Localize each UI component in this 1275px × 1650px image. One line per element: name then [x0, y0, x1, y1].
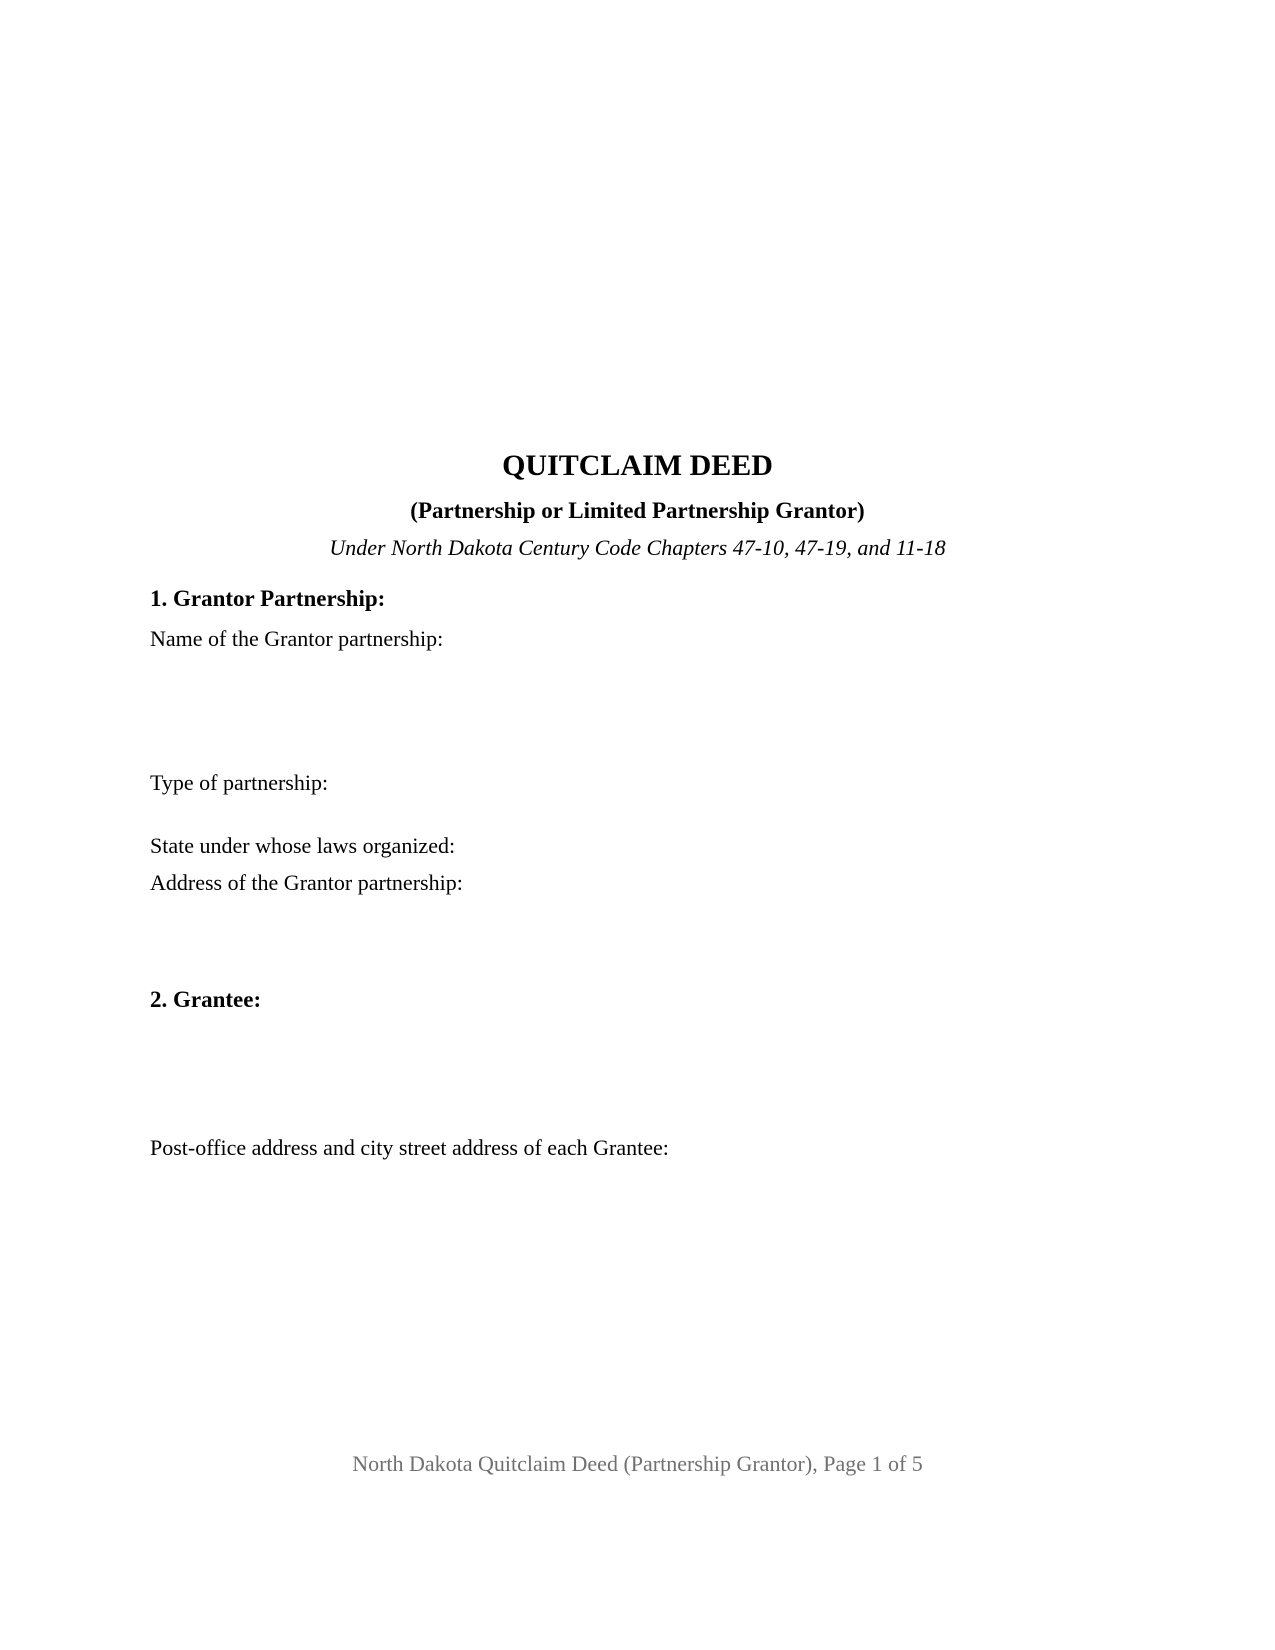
grantor-section-heading: 1. Grantor Partnership:: [150, 586, 386, 611]
document-subtitle: (Partnership or Limited Partnership Grantor): [410, 498, 865, 523]
statutory-authority: Under North Dakota Century Code Chapters 47-10, 47-19, and 11-18: [329, 535, 946, 560]
page-footer: North Dakota Quitclaim Deed (Partnership Grantor), Page 1 of 5: [352, 1451, 923, 1476]
grantee-section-heading: 2. Grantee:: [150, 987, 262, 1012]
partnership-type-label: Type of partnership:: [150, 770, 329, 795]
organizing-state-label: State under whose laws organized:: [150, 833, 456, 858]
document-title: QUITCLAIM DEED: [502, 449, 773, 482]
grantor-address-label: Address of the Grantor partnership:: [150, 870, 463, 895]
grantee-address-label: Post-office address and city street address of each Grantee:: [150, 1135, 669, 1160]
grantor-name-label: Name of the Grantor partnership:: [150, 626, 444, 651]
